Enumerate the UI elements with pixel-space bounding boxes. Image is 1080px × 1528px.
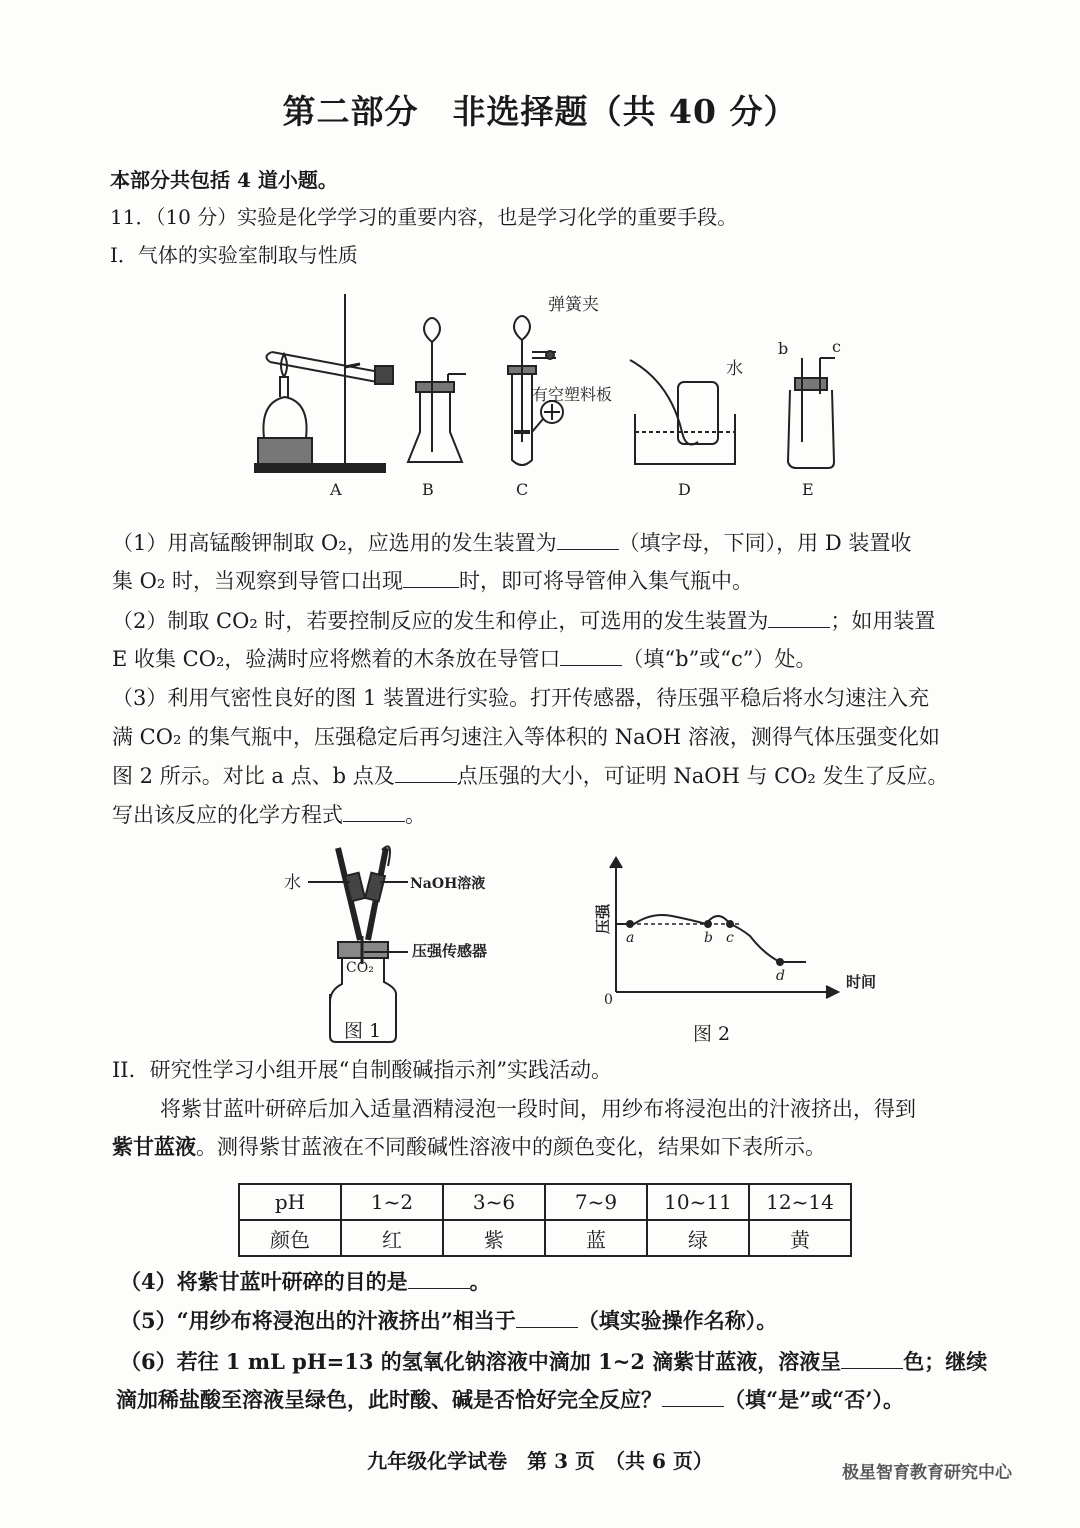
table-row <box>239 1184 851 1220</box>
apparatus-b <box>408 318 466 462</box>
answer-blank-4[interactable] <box>560 645 622 666</box>
apparatus-d <box>630 360 735 464</box>
fig1-water-label: 水 <box>284 873 301 893</box>
answer-blank-3[interactable] <box>768 607 830 628</box>
question-2-line-2: E 收集 CO₂，验满时应将燃着的木条放在导管口 （填“b”或“c”）处。 <box>112 647 817 671</box>
question-11-stem: 11．（10 分）实验是化学学习的重要内容，也是学习化学的重要手段。 <box>110 205 738 229</box>
table-cell: 1~2 <box>341 1184 443 1220</box>
question-1-line-1: （1）用高锰酸钾制取 O₂，应选用的发生装置为 （填字母，下同），用 D 装置收 <box>112 531 912 555</box>
apparatus-label-d: D <box>678 480 691 499</box>
answer-blank-8[interactable] <box>516 1307 578 1328</box>
answer-blank-5[interactable] <box>395 762 457 783</box>
table-row <box>239 1220 851 1256</box>
part2-paragraph-line-1: 将紫甘蓝叶研碎后加入适量酒精浸泡一段时间，用纱布将浸泡出的汁液挤出，得到 <box>160 1097 916 1121</box>
table-cell: 10~11 <box>647 1184 749 1220</box>
answer-blank-9[interactable] <box>841 1348 903 1369</box>
figure-1 <box>278 836 508 1046</box>
fig2-point-d: d <box>776 968 785 984</box>
table-cell: pH <box>239 1184 341 1220</box>
fig2-origin: 0 <box>604 992 613 1008</box>
table-cell: 紫 <box>443 1220 545 1256</box>
fig2-x-axis-label: 时间 <box>846 973 877 991</box>
answer-blank-6[interactable] <box>343 801 405 822</box>
answer-blank-2[interactable] <box>403 567 459 588</box>
question-3-line-3: 图 2 所示。对比 a 点、b 点及 点压强的大小，可证明 NaOH 与 CO₂ 发生了反应。 <box>112 764 949 788</box>
part1-heading: I．气体的实验室制取与性质 <box>110 243 358 267</box>
porous-plate-label: 有空塑料板 <box>532 385 613 404</box>
part2-paragraph-line-2: 紫甘蓝液。测得紫甘蓝液在不同酸碱性溶液中的颜色变化，结果如下表所示。 <box>112 1134 826 1159</box>
fig2-point-b: b <box>704 930 713 946</box>
answer-blank-7[interactable] <box>408 1268 470 1289</box>
apparatus-e <box>788 358 835 468</box>
table-cell: 颜色 <box>239 1220 341 1256</box>
question-1-line-2: 集 O₂ 时，当观察到导管口出现 时，即可将导管伸入集气瓶中。 <box>112 569 753 593</box>
table-cell: 12~14 <box>749 1184 851 1220</box>
port-c-label: c <box>832 337 841 356</box>
water-label: 水 <box>726 359 743 379</box>
apparatus-a <box>255 294 393 472</box>
fig2-y-axis-label: 压强 <box>594 903 612 934</box>
fig2-point-c: c <box>726 930 734 946</box>
question-3-line-4: 写出该反应的化学方程式 。 <box>112 803 426 827</box>
apparatus-label-c: C <box>516 480 529 499</box>
question-6-line-1: （6）若往 1 mL pH=13 的氢氧化钠溶液中滴加 1~2 滴紫甘蓝液，溶液呈 色；继续 <box>120 1349 988 1374</box>
answer-blank-10[interactable] <box>662 1386 724 1407</box>
apparatus-label-a: A <box>330 480 342 499</box>
apparatus-figure <box>250 282 870 507</box>
apparatus-label-b: B <box>422 480 434 499</box>
table-cell: 绿 <box>647 1220 749 1256</box>
table-cell: 红 <box>341 1220 443 1256</box>
apparatus-label-e: E <box>802 480 814 499</box>
question-5: （5）“用纱布将浸泡出的汁液挤出”相当于 （填实验操作名称）。 <box>120 1308 778 1333</box>
ph-color-table <box>238 1183 852 1257</box>
answer-blank-1[interactable] <box>557 529 619 550</box>
table-cell: 黄 <box>749 1220 851 1256</box>
fig1-sensor-label: 压强传感器 <box>412 942 488 960</box>
table-cell: 7~9 <box>545 1184 647 1220</box>
fig2-point-a: a <box>626 930 635 946</box>
question-3-line-1: （3）利用气密性良好的图 1 装置进行实验。打开传感器，待压强平稳后将水匀速注入充 <box>112 686 930 710</box>
question-4: （4）将紫甘蓝叶研碎的目的是 。 <box>120 1269 491 1294</box>
fig2-caption: 图 2 <box>693 1023 731 1045</box>
fig1-co2-label: CO₂ <box>346 960 374 976</box>
fig1-caption: 图 1 <box>344 1020 382 1042</box>
question-6-line-2: 滴加稀盐酸至溶液呈绿色，此时酸、碱是否恰好完全反应？ （填“是”或“否’）。 <box>116 1387 905 1412</box>
spring-clip-label: 弹簧夹 <box>548 295 599 315</box>
section-intro: 本部分共包括 4 道小题。 <box>110 168 338 192</box>
watermark: 极星智育教育研究中心 <box>842 1463 1012 1483</box>
part2-heading: II．研究性学习小组开展“自制酸碱指示剂”实践活动。 <box>112 1058 613 1082</box>
port-b-label: b <box>778 339 789 358</box>
page-footer: 九年级化学试卷 第 3 页 （共 6 页） <box>367 1449 713 1473</box>
fig1-naoh-label: NaOH溶液 <box>410 876 486 892</box>
section-title: 第二部分 非选择题（共 40 分） <box>282 92 798 131</box>
question-3-line-2: 满 CO₂ 的集气瓶中，压强稳定后再匀速注入等体积的 NaOH 溶液，测得气体压强变化如 <box>112 725 940 749</box>
figure-2 <box>580 854 900 1014</box>
table-cell: 蓝 <box>545 1220 647 1256</box>
table-cell: 3~6 <box>443 1184 545 1220</box>
question-2-line-1: （2）制取 CO₂ 时，若要控制反应的发生和停止，可选用的发生装置为 ；如用装置 <box>112 609 936 633</box>
